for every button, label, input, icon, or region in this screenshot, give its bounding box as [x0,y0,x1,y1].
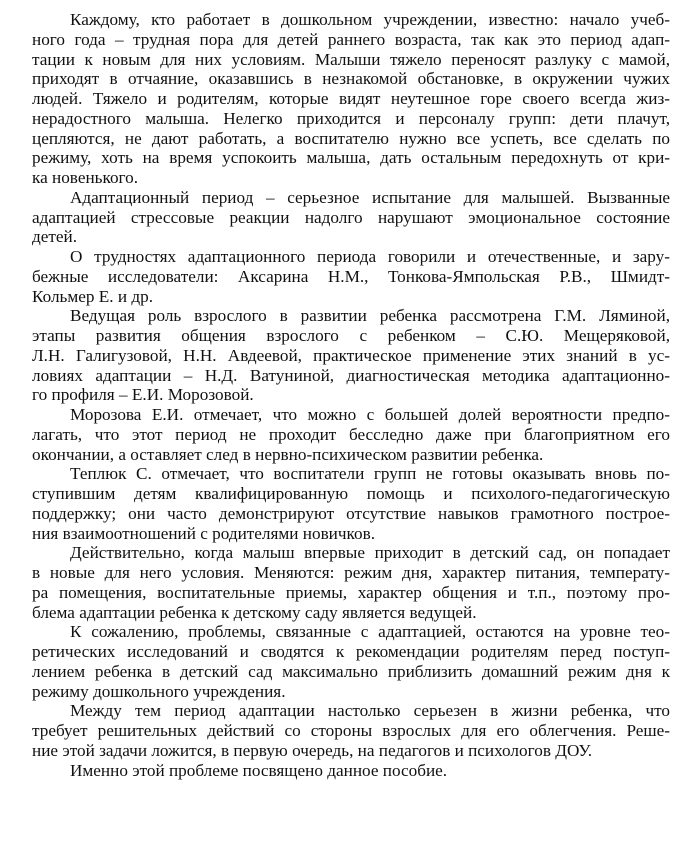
text-line: ретических исследований и сводятся к рекомендации родителям перед поступ- [32,642,670,661]
text-line: Именно этой проблеме посвящено данное пособие. [70,760,448,780]
text-line: Между тем период адаптации настолько серьезен в жизни ребенка, что [70,701,670,721]
text-line: окончании, а оставляет след в нервно-психическом развитии ребенка. [32,444,544,464]
text-line: Адаптационный период – серьезное испытание для малышей. Вызванные [70,187,670,207]
text-line: бежные исследователи: Аксарина Н.М., Тонкова-Ямпольская Р.В., Шмидт- [32,266,670,286]
text-line: Кольмер Е. и др. [32,286,154,306]
text-line: ние этой задачи ложится, в первую очередь, на педагогов и психологов ДОУ. [32,740,593,760]
text-line: этапы развития общения взрослого с ребенком – С.Ю. Мещеряковой, [32,326,670,345]
text-line: требует решительных действий со стороны взрослых для его облегчения. Реше- [32,721,670,740]
text-line: нерадостного малыша. Нелегко приходится и персоналу групп: дети плачут, [32,108,670,128]
text-line: адаптацией стрессовые реакции надолго нарушают эмоциональное состояние [32,207,670,227]
text-line: ка новенького. [32,168,139,187]
text-line: в новые для него условия. Меняются: режим дня, характер питания, температу- [32,563,670,582]
text-line: Л.Н. Галигузовой, Н.Н. Авдеевой, практическое применение этих знаний в ус- [32,345,670,365]
text-line: лением ребенка в детский сад максимально приблизить домашний режим дня к [32,661,670,681]
text-line: людей. Тяжело и родителям, которые видят неутешное горе своего всегда жиз- [32,89,670,108]
paragraph-4 [32,306,670,405]
text-line: ловиях адаптации – Н.Д. Ватуниной, диагностическая методика адаптационно- [32,365,670,385]
document-body [32,10,670,780]
paragraph-1 [32,10,670,188]
text-line: режиму дошкольного учреждения. [32,681,286,701]
text-line: приходят в отчаяние, оказавшись в незнакомой обстановке, в окружении чужих [32,69,670,89]
text-line: ния взаимоотношений с родителями новичков. [32,523,376,543]
text-line: Ведущая роль взрослого в развитии ребенка рассмотрена Г.М. Ляминой, [70,306,670,326]
paragraph-7 [32,543,670,622]
text-line: поддержку; они часто демонстрируют отсутствие навыков грамотного построе- [32,503,670,523]
text-line: тации к новым для них условиям. Малыши тяжело переносят разлуку с мамой, [32,49,670,69]
paragraph-5 [32,405,670,464]
paragraph-10 [32,761,670,781]
paragraph-6 [32,464,670,543]
text-line: го профиля – Е.И. Морозовой. [32,385,254,405]
text-line: цепляются, не дают работать, а воспитателю нужно все успеть, все сделать по [32,128,670,148]
text-line: блема адаптации ребенка к детскому саду является ведущей. [32,602,477,622]
paragraph-8 [32,622,670,701]
text-line: ра помещения, воспитательные приемы, характер общения и т.п., поэтому про- [32,582,670,602]
text-line: О трудностях адаптационного периода говорили и отечественные, и зару- [70,247,670,266]
text-line: Теплюк С. отмечает, что воспитатели групп не готовы оказывать вновь по- [70,464,670,484]
paragraph-3 [32,247,670,306]
text-line: Действительно, когда малыш впервые приходит в детский сад, он попадает [70,543,670,563]
paragraph-2 [32,188,670,247]
text-line: ного года – трудная пора для детей раннего возраста, так как это период адап- [32,29,670,49]
text-line: лагать, что этот период не проходит бесследно даже при благоприятном его [32,424,670,444]
text-line: режиму, хоть на время успокоить малыша, дать остальным передохнуть от кри- [32,148,670,168]
text-line: детей. [32,227,78,247]
text-line: К сожалению, проблемы, связанные с адаптацией, остаются на уровне тео- [70,622,670,642]
paragraph-9 [32,701,670,760]
text-line: ступившим детям квалифицированную помощь и психолого-педагогическую [32,484,670,503]
text-line: Каждому, кто работает в дошкольном учреждении, известно: начало учеб- [70,10,670,29]
text-line: Морозова Е.И. отмечает, что можно с большей долей вероятности предпо- [70,405,670,424]
